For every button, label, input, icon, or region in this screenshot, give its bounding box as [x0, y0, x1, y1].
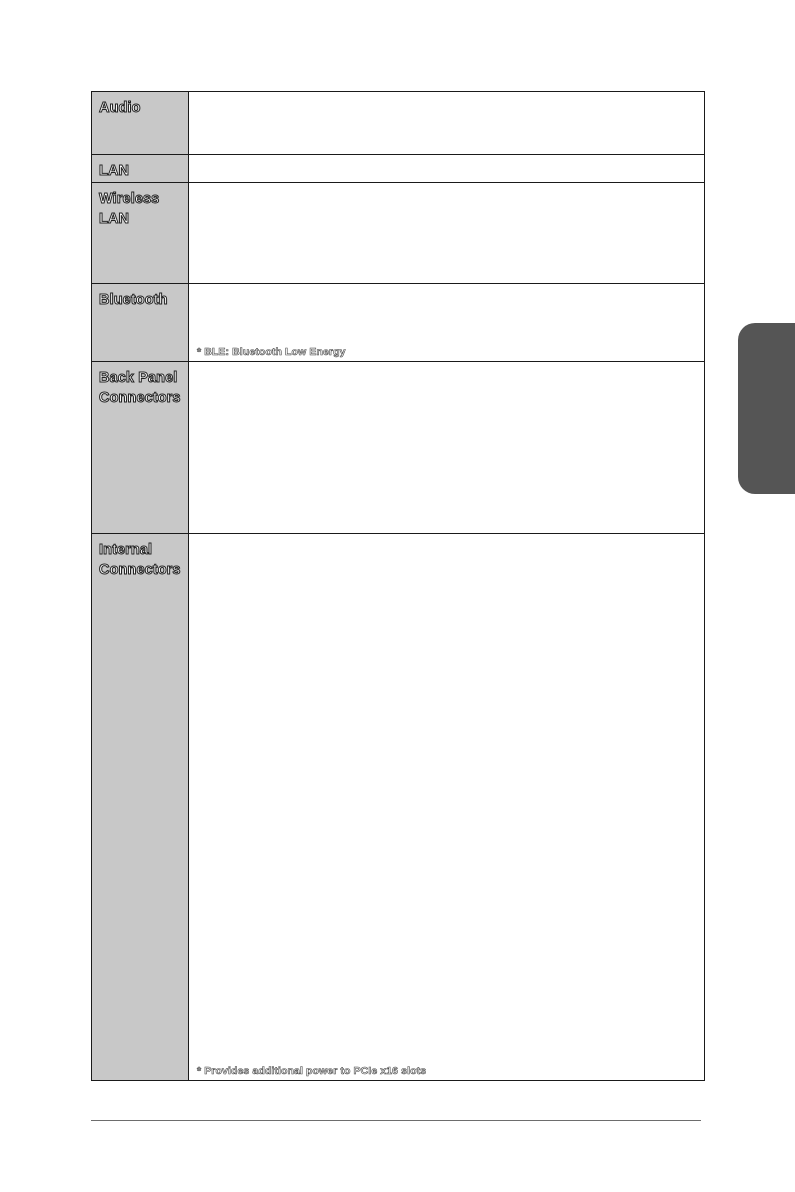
spec-content-bluetooth: [189, 284, 704, 361]
spec-label-lan: LAN: [92, 155, 189, 182]
spec-row-back-panel-connectors: [92, 362, 704, 534]
spec-row-audio: [92, 92, 704, 155]
spec-row-wireless-lan: [92, 183, 704, 284]
bluetooth-footnote: * BLE: Bluetooth Low Energy: [197, 346, 346, 358]
spec-table: [91, 91, 705, 1081]
spec-content-audio: [189, 92, 704, 154]
spec-label-bluetooth: Bluetooth: [92, 284, 189, 361]
spec-row-internal-connectors: [92, 534, 704, 1080]
spec-label-internal-connectors: Internal Connectors: [92, 534, 189, 1080]
spec-content-internal-connectors: [189, 534, 704, 1080]
spec-label-wireless-lan: Wireless LAN: [92, 183, 189, 283]
spec-content-wireless-lan: [189, 183, 704, 283]
footer-divider: [91, 1120, 701, 1121]
internal-connectors-footnote: * Provides additional power to PCIe x16 slots: [197, 1065, 427, 1077]
spec-label-back-panel-connectors: Back Panel Connectors: [92, 362, 189, 533]
spec-content-lan: [189, 155, 704, 182]
spec-row-bluetooth: [92, 284, 704, 362]
spec-label-audio: Audio: [92, 92, 189, 154]
side-chapter-tab: [738, 323, 795, 494]
spec-content-back-panel-connectors: [189, 362, 704, 533]
spec-row-lan: [92, 155, 704, 183]
